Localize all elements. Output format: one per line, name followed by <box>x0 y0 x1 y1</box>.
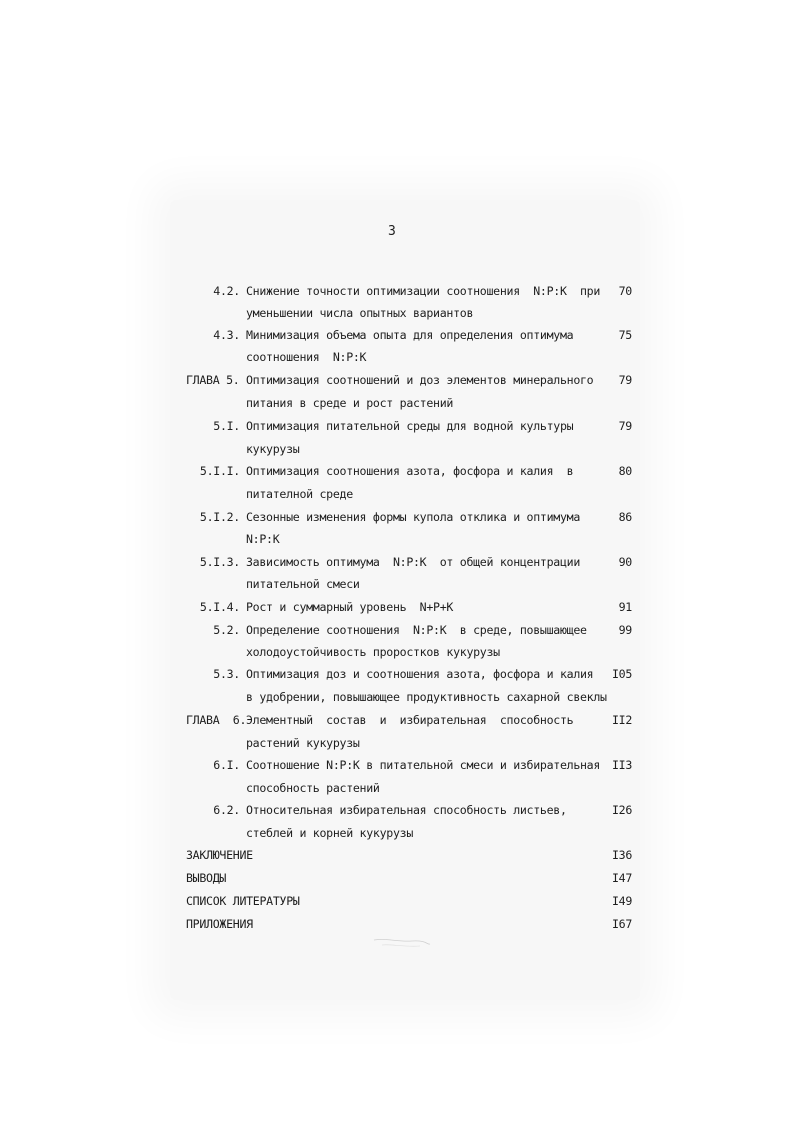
back-matter-title: ЗАКЛЮЧЕНИЕ <box>186 848 253 862</box>
page-number: 3 <box>388 224 396 239</box>
entry-title-line: питания в среде и рост растений <box>246 396 454 410</box>
section-number: 5.3. <box>213 667 240 681</box>
section-number: 5.2. <box>213 623 240 637</box>
entry-title-line: способность растений <box>246 781 380 795</box>
page-reference: 79 <box>618 419 632 433</box>
back-matter-title: СПИСОК ЛИТЕРАТУРЫ <box>186 894 300 908</box>
page-reference: 99 <box>618 623 632 637</box>
section-number: 4.3. <box>213 328 240 342</box>
back-matter-title: ВЫВОДЫ <box>186 871 227 885</box>
entry-title-line: уменьшении числа опытных вариантов <box>246 306 474 320</box>
entry-title-line: Рост и суммарный уровень N+P+K <box>246 600 454 614</box>
entry-title-line: Оптимизация соотношений и доз элементов минерального <box>246 373 594 387</box>
page-reference: 90 <box>618 555 632 569</box>
entry-title-line: холодоустойчивость проростков кукурузы <box>246 645 500 659</box>
page-reference: I47 <box>611 871 632 885</box>
entry-title-line: Сезонные изменения формы купола отклика и оптимума <box>246 510 581 524</box>
section-number: 5.I.3. <box>199 555 240 569</box>
entry-title-line: N:P:K <box>246 532 280 546</box>
entry-title-line: в удобрении, повышающее продуктивность сахарной свеклы <box>246 690 607 704</box>
scan-smudge <box>372 936 432 950</box>
entry-title-line: Снижение точности оптимизации соотношения N:P:K при <box>246 284 601 298</box>
section-number: 6.2. <box>213 803 240 817</box>
page-reference: II3 <box>611 758 632 772</box>
entry-title-line: Соотношение N:P:K в питательной смеси и избирательная <box>246 758 601 772</box>
page-reference: 86 <box>618 510 632 524</box>
entry-title-line: соотношения N:P:K <box>246 350 367 364</box>
section-number: 5.I.4. <box>199 600 240 614</box>
page-reference: I67 <box>611 917 632 931</box>
entry-title-line: Определение соотношения N:P:K в среде, повышающее <box>246 623 587 637</box>
entry-title-line: стеблей и корней кукурузы <box>246 826 414 840</box>
page-reference: I26 <box>611 803 632 817</box>
entry-title-line: питателной среде <box>246 487 353 501</box>
entry-title-line: растений кукурузы <box>246 736 360 750</box>
page-reference: I05 <box>611 667 632 681</box>
entry-title-line: Оптимизация доз и соотношения азота, фосфора и калия <box>246 667 594 681</box>
back-matter-title: ПРИЛОЖЕНИЯ <box>186 917 253 931</box>
page-reference: I49 <box>611 894 632 908</box>
section-number: 5.I. <box>213 419 240 433</box>
section-number: 6.I. <box>213 758 240 772</box>
section-number: 5.I.I. <box>199 464 240 478</box>
entry-title-line: Зависимость оптимума N:P:K от общей концентрации <box>246 555 581 569</box>
page-reference: 75 <box>618 328 632 342</box>
chapter-number: ГЛАВА 6. <box>186 713 247 727</box>
entry-title-line: Элементный состав и избирательная способность <box>246 713 574 727</box>
page-reference: II2 <box>611 713 632 727</box>
entry-title-line: кукурузы <box>246 442 300 456</box>
entry-title-line: Оптимизация питательной среды для водной культуры <box>246 419 574 433</box>
page-reference: I36 <box>611 848 632 862</box>
entry-title-line: Оптимизация соотношения азота, фосфора и калия в <box>246 464 574 478</box>
page-reference: 70 <box>618 284 632 298</box>
entry-title-line: Минимизация объема опыта для определения оптимума <box>246 328 574 342</box>
section-number: 5.I.2. <box>199 510 240 524</box>
section-number: 4.2. <box>213 284 240 298</box>
chapter-number: ГЛАВА 5. <box>186 373 240 387</box>
entry-title-line: Относительная избирательная способность листьев, <box>246 803 567 817</box>
entry-title-line: питательной смеси <box>246 577 360 591</box>
page-reference: 80 <box>618 464 632 478</box>
page-reference: 91 <box>618 600 632 614</box>
page-reference: 79 <box>618 373 632 387</box>
